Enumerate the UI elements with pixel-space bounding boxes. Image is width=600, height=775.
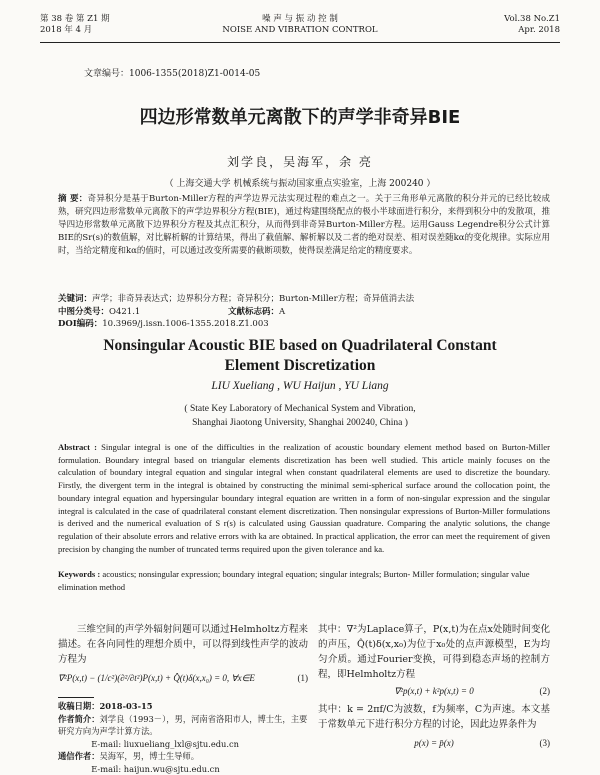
title-en-line2: Element Discretization	[0, 356, 600, 376]
keywords-en-label: Keywords :	[58, 569, 100, 579]
header-date-en: Apr. 2018	[504, 25, 560, 36]
author-bio-text: 刘学良（1993－），男，河南省洛阳市人，博士生，主要研究方向为声学计算方法。	[58, 714, 307, 737]
header-center	[40, 14, 560, 36]
equation-2-text: ∇²p(x,t) + k²p(x,t) = 0	[394, 686, 474, 696]
received-date: 收稿日期：2018-03-15	[58, 700, 308, 713]
keywords-cn-label: 关键词：	[58, 294, 92, 304]
doi-value: 10.3969/j.issn.1006-1355.2018.Z1.003	[102, 319, 268, 329]
equation-3-number: (3)	[540, 736, 551, 751]
abstract-cn-text: 奇异积分是基于Burton-Miller方程的声学边界元法实现过程的难点之一。关于三角形单元离散的积分并元的已经比较成熟，研究四边形常数单元离散下的声学边界积分方程(BIE)，通过构建围绕配点的极小半球面进行积分，来得到积分中的发散项，推导四边形常数单元离散下边界积分方程及其点汇积分，从而得到非奇异Burton-Miller方程。运用Gauss Legendre积分公式计算BIE的Sr(s)的数值解，对比解析解的计算结果，得出了截值解、解析解以及二者的绝对误差、相对误差随kα的变化规律。实际应用时，当给定精度和kα的值时，可以通过改变所需要的截断项数，使得误差满足给定的精度要求。	[58, 194, 550, 256]
equation-1-text: ∇²P(x,t) − (1/c²)(∂²/∂t²)P(x,t) + Q̂(t)δ(x,x₀) = 0, ∀x∈E	[58, 673, 255, 683]
keywords-en-text: acoustics; nonsingular expression; boundary integral equation; singular integrals; Burton- Miller formulation; singular value elimination method	[58, 569, 530, 592]
author-bio-label: 作者简介：	[58, 714, 100, 724]
doc-value: A	[279, 307, 285, 317]
right-paragraph-1: 其中：∇²为Laplace算子，P(x,t)为在点x处随时间变化的声压，Q̂(t)δ(x,x₀)为位于x₀处的点声源模型，E为均匀介质。通过Fourier变换，可得到稳态声场的控制方程，即Helmholtz方程	[318, 622, 550, 682]
header-right	[504, 14, 560, 36]
title-en-line1: Nonsingular Acoustic BIE based on Quadrilateral Constant	[0, 336, 600, 356]
body-left-column	[58, 622, 308, 775]
keywords-en	[58, 568, 550, 593]
header-date-cn: 2018 年 4 月	[40, 25, 110, 36]
abstract-cn	[58, 193, 550, 258]
affiliation-en-line1: ( State Key Laboratory of Mechanical System and Vibration,	[0, 402, 600, 416]
corresponding-author	[58, 750, 308, 763]
article-number: 文章编号：1006-1355(2018)Z1-0014-05	[84, 66, 260, 79]
corresponding-label: 通信作者：	[58, 751, 100, 761]
equation-3-text: p(x) = p̄(x)	[414, 738, 454, 748]
authors-en: LIU Xueliang , WU Haijun , YU Liang	[0, 380, 600, 392]
authors-cn: 刘学良，吴海军，余 亮	[0, 153, 600, 170]
corresponding-text: 吴海军，男，博士生导师。	[100, 751, 200, 761]
doc-label: 文献标志码：	[228, 305, 279, 317]
author-bio	[58, 713, 308, 738]
intro-paragraph: 三维空间的声学外辐射问题可以通过Helmholtz方程来描述。在各向同性的理想介质中，可以得到线性声学的波动方程为	[58, 622, 308, 667]
doi-label: DOI编码：	[58, 317, 102, 329]
keywords-cn	[58, 292, 550, 304]
abstract-en	[58, 441, 550, 555]
clc-value: O421.1	[109, 307, 140, 317]
title-en	[0, 336, 600, 376]
abstract-en-label: Abstract :	[58, 442, 97, 452]
abstract-cn-label: 摘 要：	[58, 194, 88, 204]
keywords-cn-text: 声学；非奇异表达式；边界积分方程；奇异积分；Burton-Miller方程；奇异值消去法	[92, 294, 414, 304]
corresponding-email: E-mail: haijun.wu@sjtu.edu.cn	[58, 763, 308, 775]
affiliation-en-line2: Shanghai Jiaotong University, Shanghai 200240, China )	[0, 416, 600, 430]
equation-1	[58, 671, 308, 687]
clc-label: 中图分类号：	[58, 305, 109, 317]
footnote-separator	[58, 697, 94, 698]
equation-2	[318, 684, 550, 700]
running-header	[40, 14, 560, 43]
equation-3	[318, 736, 550, 752]
equation-1-number: (1)	[298, 671, 309, 686]
abstract-en-text: Singular integral is one of the difficulties in the realization of acoustic boundary element method based on Burton-Miller formulation. Boundary integral based on triangular elements discretization has been well studied. This article mainly focuses on the calculation of boundary integral equation and singular integral when constant quadrilateral elements are used to discretize the boundary. Firstly, the divergent term in the integral is obtained by constructing the minimal semi-spherical surface around the collocation point, the boundary integral equation and hypersingular boundary integral equation are written in a form of non-singular expression and the singular integral is calculated in the case of quadrilateral constant element discretization. Then nonsingular expressions of Burton-Miller formulations is derived and the numerical evaluation of S r(s) is calculated using Gaussian quadrature. Comparing the analytic solutions, the change regulation of their absolute errors and relative errors with ka are obtained. In practical application, the error can meet the requirement of given precision by changing the number of truncated terms required upon the given tolerance and ka.	[58, 442, 550, 554]
affiliation-cn: （ 上海交通大学 机械系统与振动国家重点实验室，上海 200240 ）	[0, 176, 600, 189]
header-volume: 第 38 卷 第 Z1 期	[40, 14, 110, 25]
body-right-column	[318, 622, 550, 752]
title-cn: 四边形常数单元离散下的声学非奇异BIE	[0, 103, 600, 129]
header-journal-en: NOISE AND VIBRATION CONTROL	[40, 25, 560, 36]
header-vol-en: Vol.38 No.Z1	[504, 14, 560, 25]
right-paragraph-2: 其中：k = 2πf/C为波数，f为频率，C为声速。本文基于常数单元下进行积分方程的讨论，因此边界条件为	[318, 702, 550, 732]
classification-line	[58, 305, 550, 329]
equation-2-number: (2)	[540, 684, 551, 699]
footnotes	[58, 700, 308, 775]
header-journal-cn: 噪 声 与 振 动 控 制	[40, 14, 560, 25]
affiliation-en	[0, 402, 600, 430]
author-email: E-mail: liuxueliang_lxl@sjtu.edu.cn	[58, 738, 308, 751]
